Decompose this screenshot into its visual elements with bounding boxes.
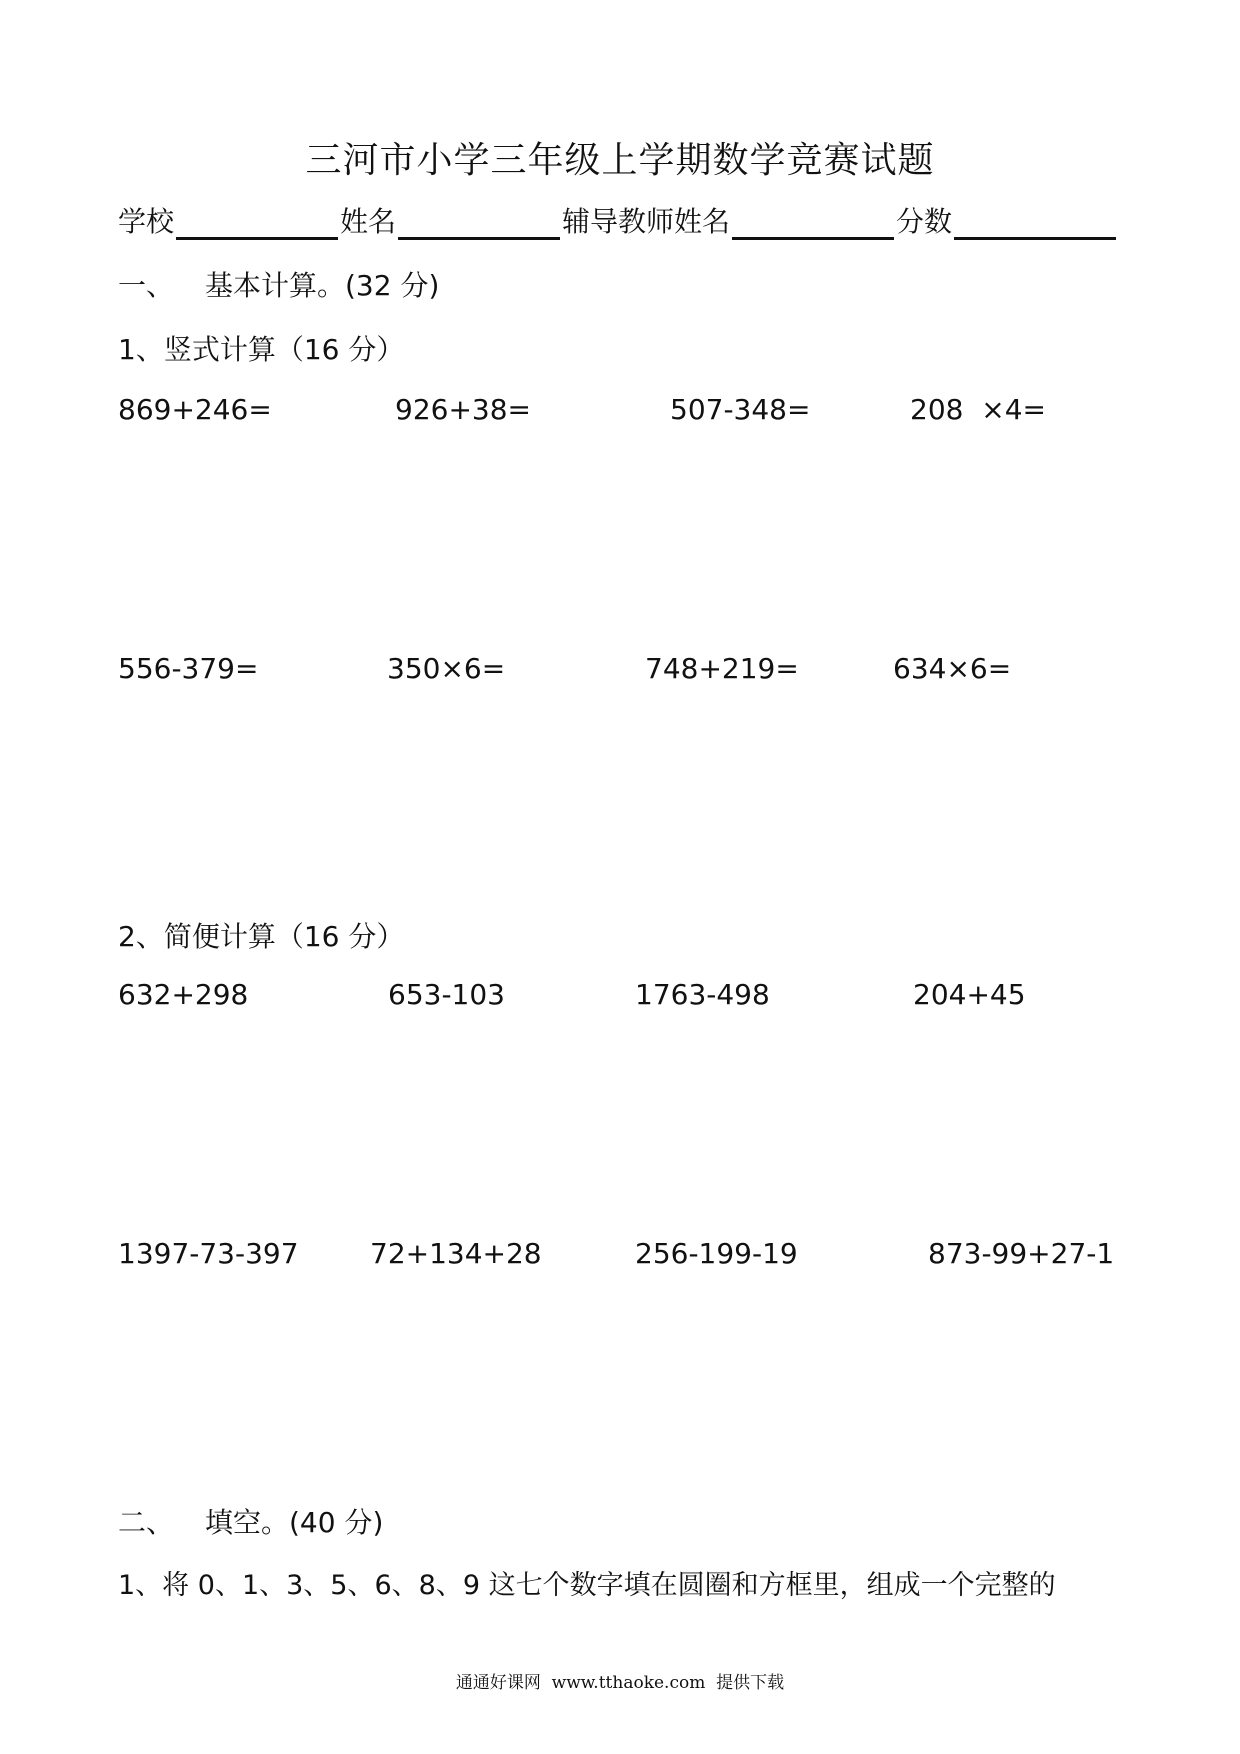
- school-label: 学校: [118, 205, 175, 238]
- name-blank[interactable]: [398, 207, 560, 240]
- score-label: 分数: [896, 205, 953, 238]
- problem-item: 556-379=: [118, 652, 259, 685]
- teacher-name-label: 辅导教师姓名: [562, 205, 731, 238]
- teacher-name-blank[interactable]: [732, 207, 894, 240]
- problem-item: 1397-73-397: [118, 1237, 299, 1270]
- section1-number: 一、: [118, 269, 175, 302]
- section2-heading: 填空。(40 分): [205, 1506, 384, 1539]
- problem-item: 204+45: [913, 978, 1026, 1011]
- footer-credit: 通通好课网 www.tthaoke.com 提供下载: [455, 1673, 785, 1693]
- part1-heading: 1、竖式计算（16 分）: [118, 333, 405, 366]
- problem-item: 72+134+28: [370, 1237, 542, 1270]
- fill-blank-question-1: 1、将 0、1、3、5、6、8、9 这七个数字填在圆圈和方框里，组成一个完整的: [118, 1570, 1056, 1601]
- section1-heading: 基本计算。(32 分): [205, 269, 440, 302]
- score-blank[interactable]: [954, 207, 1116, 240]
- section2-number: 二、: [118, 1506, 175, 1539]
- problem-item: 256-199-19: [635, 1237, 798, 1270]
- problem-item: 748+219=: [645, 652, 799, 685]
- problem-item: 926+38=: [395, 393, 531, 426]
- school-blank[interactable]: [176, 207, 338, 240]
- problem-item: 653-103: [388, 978, 505, 1011]
- name-label: 姓名: [340, 205, 397, 238]
- problem-item: 869+246=: [118, 393, 272, 426]
- problem-item: 873-99+27-1: [928, 1237, 1115, 1270]
- problem-item: 350×6=: [387, 652, 506, 685]
- part2-heading: 2、简便计算（16 分）: [118, 920, 405, 953]
- problem-item: 1763-498: [635, 978, 770, 1011]
- problem-item: 632+298: [118, 978, 249, 1011]
- problem-item: 634×6=: [893, 652, 1012, 685]
- problem-item: 507-348=: [670, 393, 811, 426]
- student-info-line: [118, 200, 1118, 240]
- page-title: 三河市小学三年级上学期数学竞赛试题: [305, 140, 935, 181]
- problem-item: 208 ×4=: [910, 393, 1046, 426]
